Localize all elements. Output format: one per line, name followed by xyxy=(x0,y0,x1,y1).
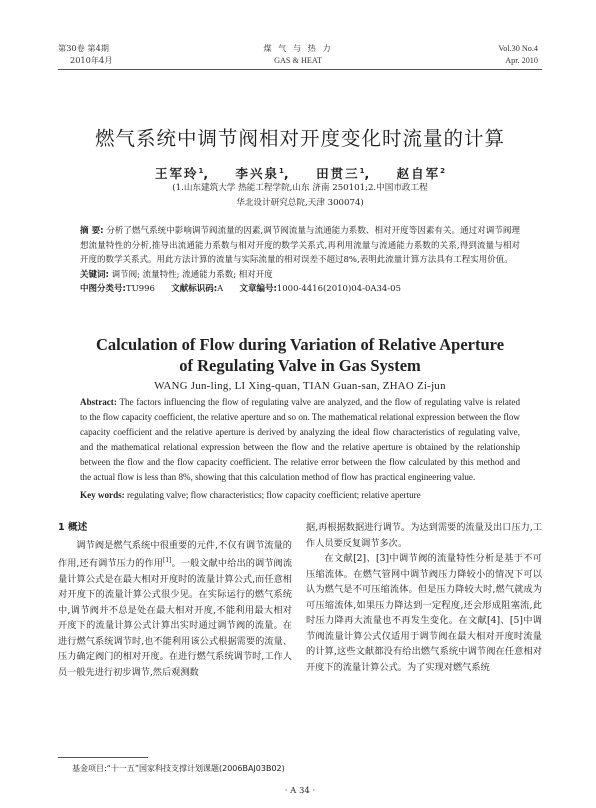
body-right-column xyxy=(306,520,542,675)
header-journal-en: GAS & HEAT xyxy=(274,56,322,65)
document-code: A xyxy=(217,284,224,295)
citation-ref: [1] xyxy=(162,557,172,564)
header-date-en: Apr. 2010 xyxy=(505,56,538,65)
header-volume-en: Vol.30 No.4 xyxy=(498,44,538,53)
footnote-funding: 基金项目:“十一五”国家科技支撑计划课题(2006BAJ03B02) xyxy=(72,764,285,773)
body-left-column xyxy=(58,520,292,680)
header-date-cn: 2010年4月 xyxy=(70,55,113,65)
keywords-en: regulating valve; flow characteristics; flow capacity coefficient; relative aperture xyxy=(127,489,421,500)
header-rule xyxy=(58,69,542,70)
title-cn: 燃气系统中调节阀相对开度变化时流量的计算 xyxy=(94,127,505,150)
abstract-en xyxy=(80,395,520,503)
article-number: 1000-4416(2010)04-0A34-05 xyxy=(276,284,401,295)
abstract-cn-label: 摘 要: xyxy=(80,226,104,236)
affiliation-line-2: 华北设计研究总院,天津 300074) xyxy=(236,198,364,208)
header-journal-cn: 煤 气 与 热 力 xyxy=(263,43,333,53)
classification-line: 中图分类号:TU996 文献标识码:A 文章编号:1000-4416(2010)04-0A34-05 xyxy=(80,284,401,295)
paragraph: 在文献[2]、[3]中调节阀的流量特性分析是基于不可压缩流体。在燃气管网中调节阀压力降较小的情况下可以认为燃气是不可压缩流体。但是压力降较大时,燃气就成为可压缩流体,如果压力降达到一定程度,还会形成阻塞流,此时压力降再大流量也不再发生变化。在文献[4]、[5]中调节阀流量计算公式仅适用于调节阀在最大相对开度时流量的计算,这些文献都没有给出燃气系统中调节阀在任意相对开度下的流量计算公式。为了实现对燃气系统 xyxy=(306,553,542,673)
author-1: 王军玲$^1$, xyxy=(154,166,211,181)
paragraph: 据,再根据数据进行调节。为达到需要的流量及出口压力,工作人员要反复调节多次。 xyxy=(306,522,542,549)
author-4: 赵自军$^2$ xyxy=(396,166,446,181)
paragraph: 调节阀是燃气系统中很重要的元件,不仅有调节流量的作用,还有调节压力的作用[1]。一般文献中给出的调节阀流量计算公式是在最大相对开度时的流量计算公式,而任意相对开度下的流量计算公式很少见。在实际运行的燃气系统中,调节阀并不总是处在最大相对开度,不能利用最大相对开度下的流量计算公式计算出实时通过调节阀的流量。在进行燃气系统调节时,也不能利用该公式根据需要的流量、压力确定阀门的相对开度。在进行燃气系统调节时,工作人员一般先进行初步调节,然后观测数 xyxy=(58,539,293,678)
abstract-en-label: Abstract: xyxy=(80,397,117,407)
section-heading: 1 概述 xyxy=(58,522,88,533)
authors-en: WANG Jun-ling, LI Xing-quan, TIAN Guan-san, ZHAO Zi-jun xyxy=(154,380,446,392)
affiliation-cn xyxy=(58,181,542,211)
abstract-cn xyxy=(80,224,520,297)
footnote-rule xyxy=(58,757,148,758)
keywords-cn-label: 关键词: xyxy=(80,269,109,280)
keywords-cn: 调节阀; 流量特性; 流通能力系数; 相对开度 xyxy=(111,269,273,280)
clc-number: TU996 xyxy=(125,284,155,295)
author-3: 田贯三$^1$, xyxy=(316,166,372,181)
title-en: Calculation of Flow during Variation of Relative Aperture of Regulating Valve in Gas System xyxy=(95,335,505,375)
author-2: 李兴泉$^1$, xyxy=(235,166,291,181)
abstract-cn-text: 分析了燃气系统中影响调节阀流量的因素,调节阀流量与流通能力系数、相对开度等因素有关。通过对调节阀理想流量特性的分析,推导出流通能力系数与相对开度的数学关系式,再利用流量与流通能力系数的关系,得到流量与相对开度的数学关系式。用此方法计算的流量与实际流量的相对误差不超过8%,表明此流量计算方法具有工程实用价值。 xyxy=(80,226,520,266)
affiliation-line-1: (1.山东建筑大学 热能工程学院,山东 济南 250101;2.中国市政工程 xyxy=(172,183,428,193)
abstract-en-text: The factors influencing the flow of regulating valve are analyzed, and the flow of regulating valve is related to the flow capacity coefficient, the relative aperture and so on. The mathematical relational expression between the flow capacity coefficient and the relative aperture is derived by analyzing the ideal flow characteristics of regulating valve, and the mathematical relational expression between the flow and the relative aperture is obtained by the relationship between the flow and the flow capacity coefficient. The relative error between the flow calculated by this method and the actual flow is less than 8%, showing that this calculation method of flow has practical engineering value. xyxy=(80,397,521,483)
page-number: · A 34 · xyxy=(284,786,316,796)
keywords-en-label: Key words: xyxy=(80,489,125,500)
authors-cn xyxy=(58,164,542,182)
header-volume-cn: 第30卷 第4期 xyxy=(58,43,109,53)
